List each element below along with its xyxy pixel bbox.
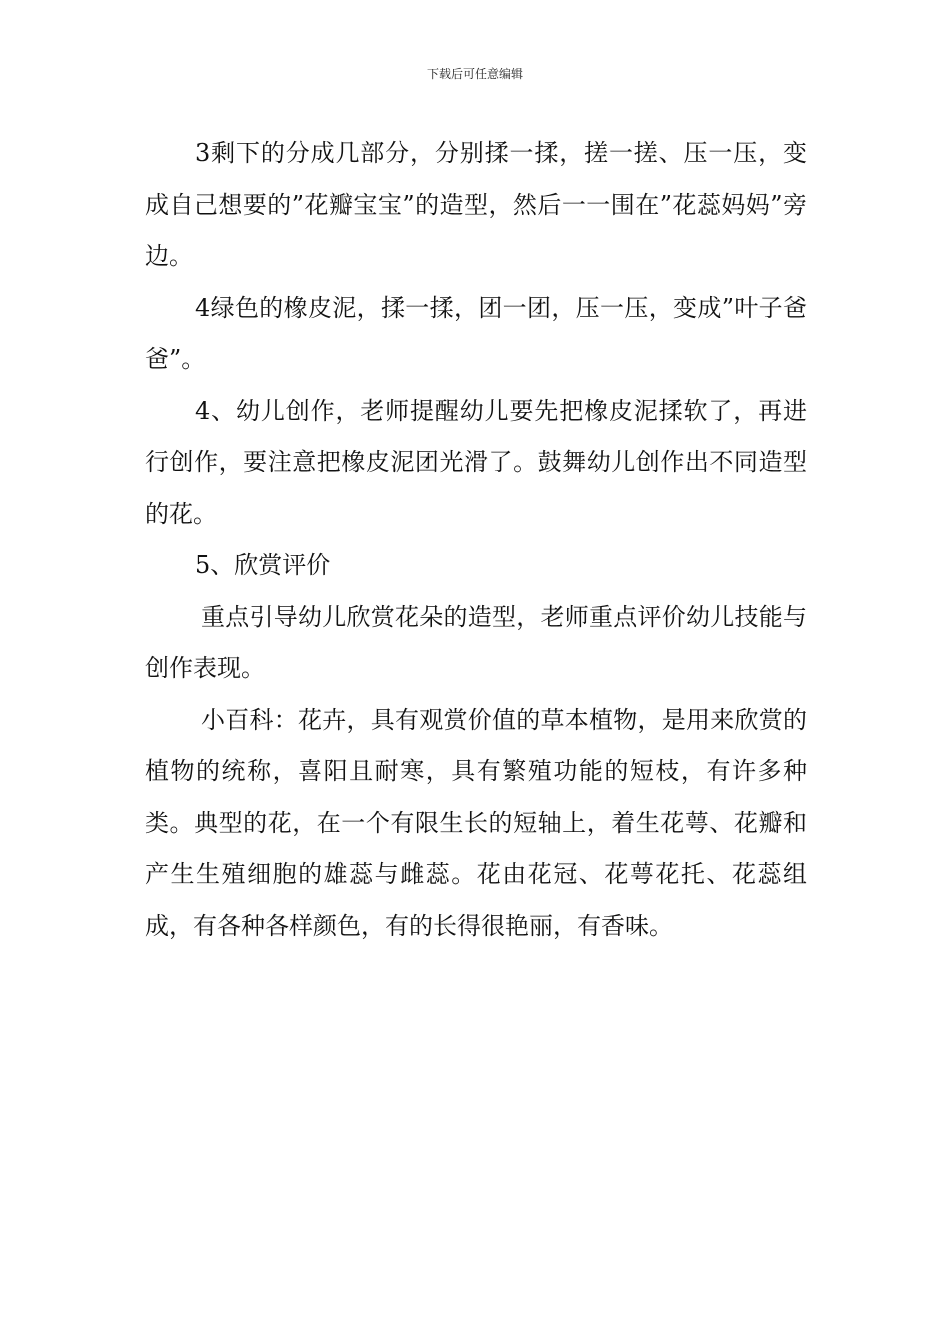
paragraph-step-4-leaves: 4绿色的橡皮泥，揉一揉，团一团，压一压，变成”叶子爸爸”。 (145, 293, 807, 373)
paragraph-section-5-heading: 5、欣赏评价 (195, 551, 331, 579)
paragraph-section-4-creation: 4、幼儿创作，老师提醒幼儿要先把橡皮泥揉软了，再进行创作，要注意把橡皮泥团光滑了。鼓舞幼儿创作出不同造型的花。 (145, 396, 807, 528)
page-header: 下载后可任意编辑 (426, 67, 523, 81)
paragraph-encyclopedia: 小百科：花卉，具有观赏价值的草本植物，是用来欣赏的植物的统称，喜阳且耐寒，具有繁殖功能的短枝，有许多种类。典型的花，在一个有限生长的短轴上，着生花萼、花瓣和产生生殖细胞的雄蕊与雌蕊。花由花冠、花萼花托、花蕊组成，有各种各样颜色，有的长得很艳丽，有香味。 (145, 705, 807, 940)
paragraph-appreciation: 重点引导幼儿欣赏花朵的造型，老师重点评价幼儿技能与创作表现。 (145, 602, 807, 682)
document-body (145, 128, 807, 952)
paragraph-step-3: 3剩下的分成几部分，分别揉一揉，搓一搓、压一压，变成自己想要的”花瓣宝宝”的造型，然后一一围在”花蕊妈妈”旁边。 (145, 139, 807, 270)
